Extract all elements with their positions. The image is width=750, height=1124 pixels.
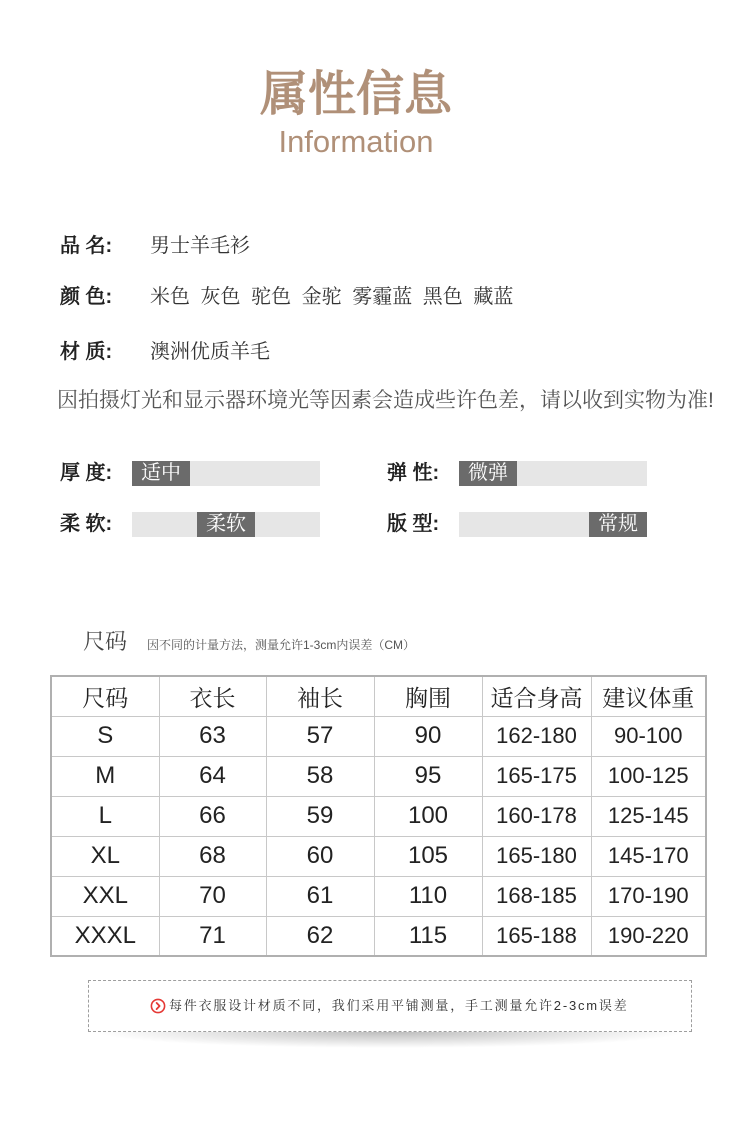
material-label: 材 质: [60,341,113,363]
sleeve-length-cell: 61 [266,876,374,916]
sleeve-length-cell: 58 [266,756,374,796]
height-range-cell: 165-180 [482,836,591,876]
scale-fill: 柔软 [197,512,255,537]
chest-cell: 105 [374,836,482,876]
material-row [60,337,270,367]
color-label: 颜 色: [60,286,113,308]
scale-fill: 适中 [132,461,190,486]
table-header-weight-range: 建议体重 [591,676,706,716]
table-row [51,796,706,836]
body-length-cell: 68 [159,836,266,876]
elasticity-scale [387,461,647,486]
weight-range-cell: 170-190 [591,876,706,916]
size-table-body [51,716,706,956]
chest-cell: 100 [374,796,482,836]
sleeve-length-cell: 62 [266,916,374,956]
table-header-body-length: 衣长 [159,676,266,716]
scale-track [132,512,320,537]
height-range-cell: 165-175 [482,756,591,796]
size-section-title: 尺码 [83,629,128,654]
thickness-scale [60,461,320,486]
table-row [51,756,706,796]
weight-range-cell: 125-145 [591,796,706,836]
scale-label: 版 型: [387,513,440,535]
note-box-shadow [96,1032,684,1048]
sleeve-length-cell: 59 [266,796,374,836]
page-subtitle: Information [278,124,434,159]
chest-cell: 115 [374,916,482,956]
color-difference-notice: 因拍摄灯光和显示器环境光等因素会造成些许色差，请以收到实物为准! [57,389,714,412]
fit-scale [387,512,647,537]
height-range-cell: 165-188 [482,916,591,956]
scale-track [459,512,647,537]
product-name-row [60,231,250,261]
table-header-sleeve-length: 袖长 [266,676,374,716]
weight-range-cell: 100-125 [591,756,706,796]
scale-track [132,461,320,486]
weight-range-cell: 90-100 [591,716,706,756]
scale-fill: 微弹 [459,461,517,486]
scale-fill: 常规 [589,512,647,537]
scale-label: 柔 软: [60,513,113,535]
size-cell: L [51,796,159,836]
softness-scale [60,512,320,537]
measurement-note-box [88,980,692,1032]
table-row [51,716,706,756]
size-cell: S [51,716,159,756]
body-length-cell: 63 [159,716,266,756]
scale-label: 厚 度: [60,462,113,484]
size-cell: XL [51,836,159,876]
weight-range-cell: 190-220 [591,916,706,956]
page-title: 属性信息 [259,68,452,121]
measurement-note-text: 每件衣服设计材质不同，我们采用平铺测量，手工测量允许2-3cm误差 [169,998,629,1013]
material-value: 澳洲优质羊毛 [150,341,270,363]
size-cell: M [51,756,159,796]
size-cell: XXXL [51,916,159,956]
scale-label: 弹 性: [387,462,440,484]
product-name-label: 品 名: [60,235,113,257]
sleeve-length-cell: 60 [266,836,374,876]
size-table-head [51,676,706,716]
weight-range-cell: 145-170 [591,836,706,876]
table-header-size: 尺码 [51,676,159,716]
table-row [51,836,706,876]
body-length-cell: 70 [159,876,266,916]
table-row [51,916,706,956]
body-length-cell: 64 [159,756,266,796]
table-header-row [51,676,706,716]
height-range-cell: 162-180 [482,716,591,756]
color-row [60,282,513,312]
chevron-circle-icon [150,998,166,1014]
size-section-note: 因不同的计量方法，测量允许1-3cm内误差（CM） [147,638,416,652]
chest-cell: 90 [374,716,482,756]
table-header-height-range: 适合身高 [482,676,591,716]
chest-cell: 95 [374,756,482,796]
chest-cell: 110 [374,876,482,916]
sleeve-length-cell: 57 [266,716,374,756]
body-length-cell: 66 [159,796,266,836]
height-range-cell: 168-185 [482,876,591,916]
table-header-chest: 胸围 [374,676,482,716]
size-table [50,675,707,957]
height-range-cell: 160-178 [482,796,591,836]
color-value: 米色 灰色 驼色 金驼 雾霾蓝 黑色 藏蓝 [150,286,514,308]
size-cell: XXL [51,876,159,916]
product-name-value: 男士羊毛衫 [150,235,250,257]
body-length-cell: 71 [159,916,266,956]
table-row [51,876,706,916]
scale-track [459,461,647,486]
